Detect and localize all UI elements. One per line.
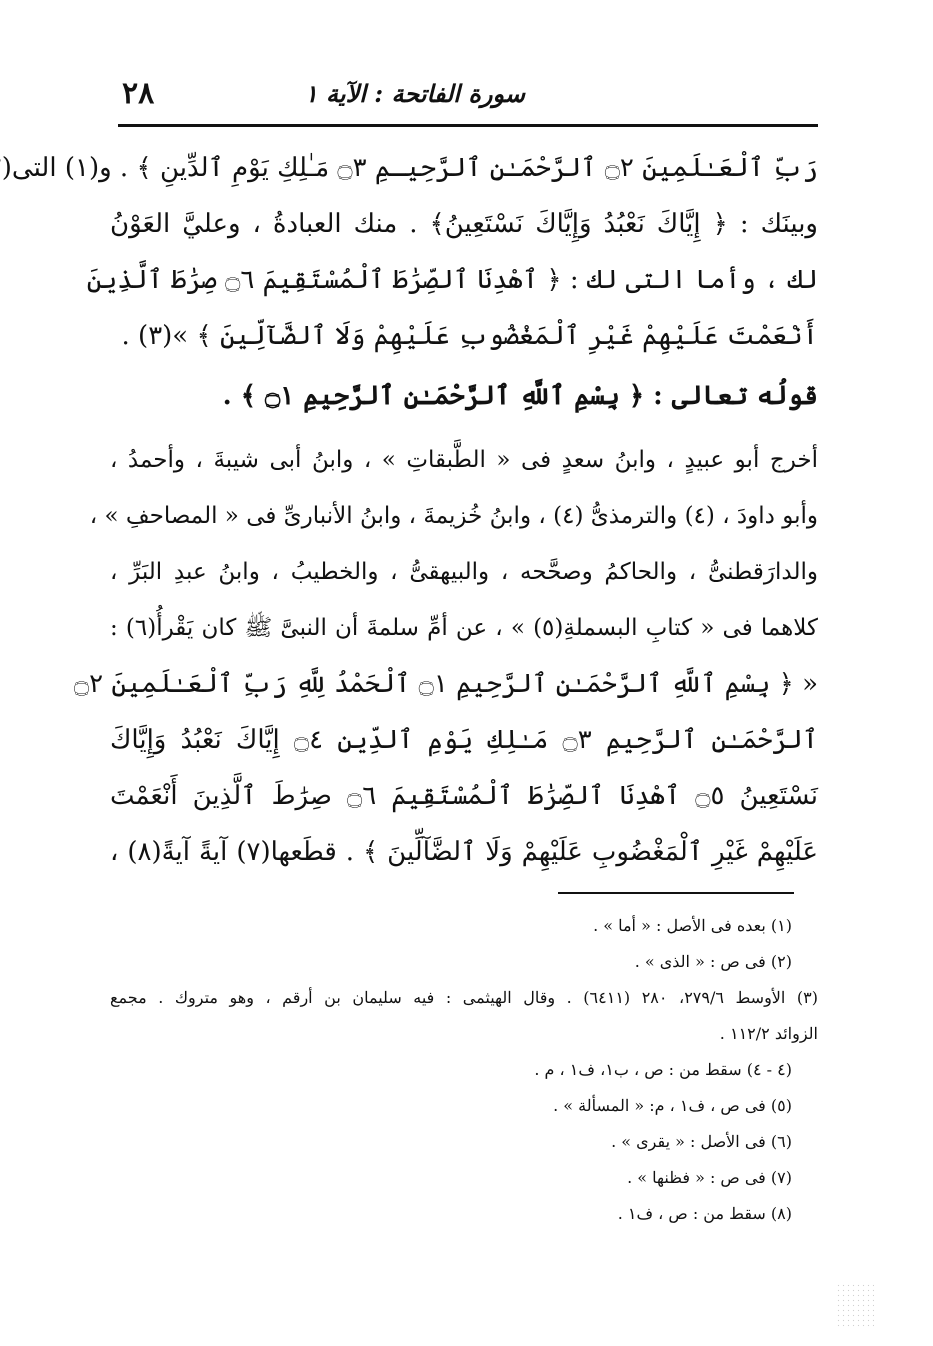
footnote-rule [558,892,794,894]
header-rule [118,124,818,127]
footnote: (٥) فى ص ، ف١ ، م: « المسألة » . [553,1096,792,1115]
body-line: وبينَك : ﴿ إِيَّاكَ نَعْبُدُ وَإِيَّاكَ نَسْتَعِينُ﴾ . منك العبادةُ ، وعليَّ العَوْنُ [110,209,818,239]
footnote: (٨) سقط من : ص ، ف١ . [617,1204,792,1223]
body-line: وأبو داودَ ، (٤) والترمذىُّ (٤) ، وابنُ خُزيمةَ ، وابنُ الأنبارىِّ فى « المصاحفِ » ، [89,503,818,529]
page-number: ٢٨ [122,76,155,111]
running-head: سورة الفاتحة : الآية ١ [304,79,525,108]
footnote: (٢) فى ص : « الذى » . [634,952,792,971]
body-line: لك ، وأما التى لك : ﴿ ٱهْدِنَا ٱلصِّرَٰطَ ٱلْمُسْتَقِيمَ ۝٦ صِرَٰطَ ٱلَّذِينَ [86,265,818,295]
body-line: كلاهما فى « كتابِ البسملةِ(٥) » ، عن أمِّ سلمةَ أن النبىَّ ﷺ كان يَقْرأُ(٦) : [110,615,818,641]
footnote: (٣) الأوسط ٢٧٩/٦، ٢٨٠ (٦٤١١) . وقال الهيثمى : فيه سليمان بن أرقم ، وهو متروك . مجمع [110,988,819,1007]
footnotes [110,908,818,1232]
footnote: (١) بعده فى الأصل : « أما » . [593,916,792,935]
body-line: والدارَقطنىُّ ، والحاكمُ وصحَّحه ، والبيهقىُّ ، والخطيبُ ، وابنُ عبدِ البَرِّ ، [110,559,818,585]
body-line: رَبِّ ٱلْعَـٰلَمِينَ ۝٢ ٱلرَّحْمَـٰنِ ٱلرَّحِيـمِ ۝٣ مَـٰلِكِ يَوْمِ ٱلدِّينِ ﴾ . و(١) التى( [1,153,818,183]
body-line: « ﴿ بِسْمِ ٱللَّهِ ٱلرَّحْمَـٰنِ ٱلرَّحِيمِ ۝١ ٱلْحَمْدُ لِلَّهِ رَبِّ ٱلْعَـٰلَمِينَ ۝٢ [73,669,818,699]
body-line: ٱلرَّحْمَـٰنِ ٱلرَّحِيمِ ۝٣ مَـٰلِكِ يَوْمِ ٱلدِّينِ ۝٤ إِيَّاكَ نَعْبُدُ وَإِيَّاكَ [110,725,819,755]
scan-noise [836,1283,874,1327]
body-line: نَسْتَعِينُ ۝٥ ٱهْدِنَا ٱلصِّرَٰطَ ٱلْمُسْتَقِيمَ ۝٦ صِرَٰطَ ٱلَّذِينَ أَنْعَمْتَ [110,781,818,811]
footnote: (٤ - ٤) سقط من : ص ، ب١، ف١ ، م . [534,1060,792,1079]
footnote: (٧) فى ص : « فظنها » . [627,1168,792,1187]
footnote-continuation: الزوائد ١١٢/٢ . [719,1024,818,1043]
footnote: (٦) فى الأصل : « يقرى » . [611,1132,792,1151]
body-line: عَلَيْهِمْ غَيْرِ ٱلْمَغْضُوبِ عَلَيْهِمْ وَلَا ٱلضَّآلِّينَ ﴾ . قطَعها(٧) آيةً آيةً(٨) ، [110,837,818,867]
section-heading: قولُه تعالى : ﴿ بِسْمِ ٱللَّهِ ٱلرَّحْمَـٰنِ ٱلرَّحِيمِ ۝١ ﴾ . [222,381,818,411]
body-line: أَنْعَمْتَ عَلَيْهِمْ غَيْرِ ٱلْمَغْضُوبِ عَلَيْهِمْ وَلَا ٱلضَّآلِّينَ ﴾ »(٣) . [121,321,818,351]
body-text [1,140,819,880]
body-line: أخرج أبو عبيدٍ ، وابنُ سعدٍ فى « الطَّبقاتِ » ، وابنُ أبى شيبةَ ، وأحمدُ ، [110,447,818,473]
